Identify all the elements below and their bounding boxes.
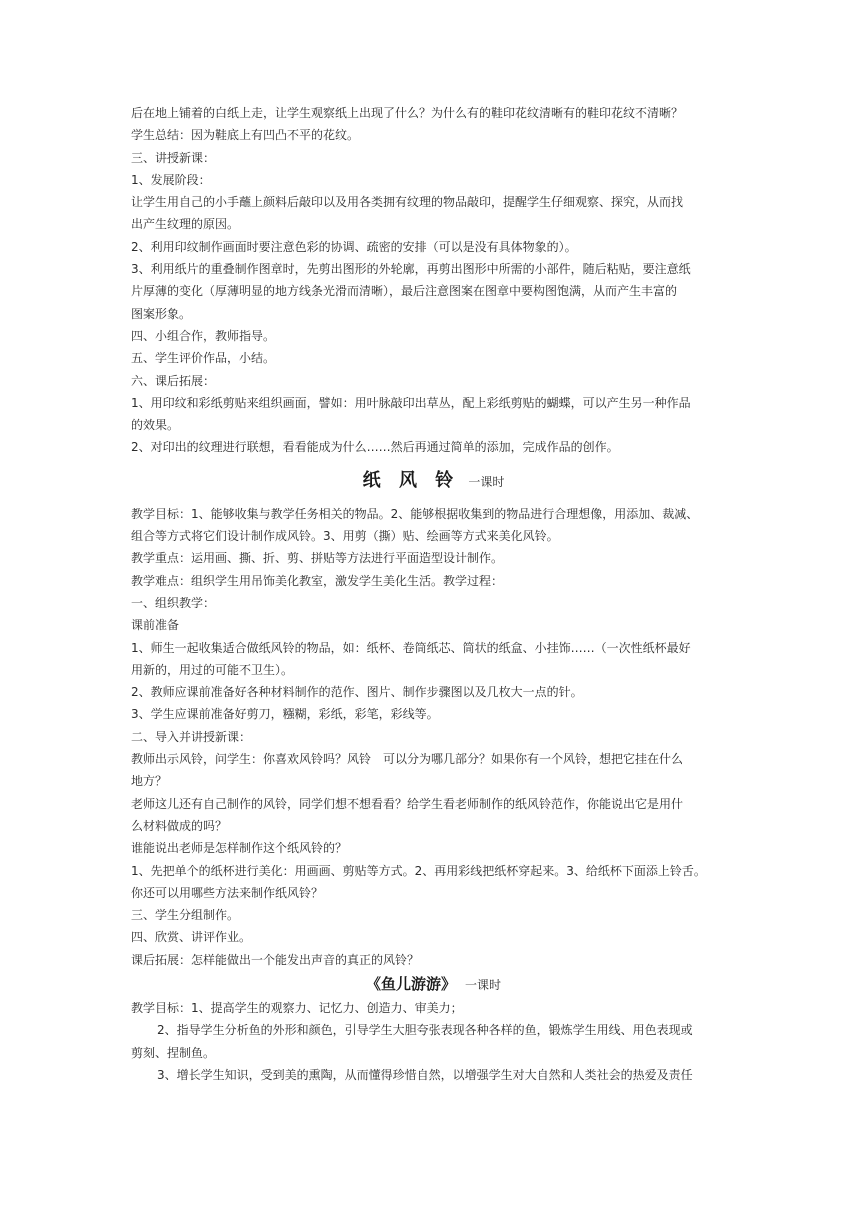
text-line: 1、发展阶段：: [131, 172, 211, 187]
document-page: [131, 102, 736, 1086]
text-line: 五、学生评价作品，小结。: [131, 351, 276, 366]
text-line: 2、利用印纹制作画面时要注意色彩的协调、疏密的安排（可以是没有具体物象的）。: [131, 239, 577, 254]
text-line: 课前准备: [131, 618, 180, 633]
text-line: 2、教师应课前准备好各种材料制作的范作、图片、制作步骤图以及几枚大一点的针。: [131, 685, 583, 700]
text-line: 剪刻、捏制鱼。: [131, 1045, 216, 1060]
text-line: 你还可以用哪些方法来制作纸风铃？: [131, 885, 324, 900]
text-line: 教师出示风铃，问学生：你喜欢风铃吗？风铃 可以分为哪几部分？如果你有一个风铃，想把它挂在什么: [131, 752, 684, 767]
text-line: 四、小组合作，教师指导。: [131, 328, 276, 343]
lesson-title: 纸 风 铃: [362, 469, 460, 491]
text-line: 老师这儿还有自己制作的风铃，同学们想不想看看？给学生看老师制作的纸风铃范作，你能说出它是用什: [131, 796, 684, 811]
text-line: 出产生纹理的原因。: [131, 217, 240, 232]
text-line: 三、讲授新课：: [131, 150, 216, 165]
text-line: 图案形象。: [131, 306, 192, 321]
text-line: 3、利用纸片的重叠制作图章时，先剪出图形的外轮廓，再剪出图形中所需的小部件，随后粘贴，要注意纸: [131, 262, 691, 277]
text-line: 六、课后拓展：: [131, 373, 216, 388]
text-line: 么材料做成的吗？: [131, 818, 228, 833]
text-line: 地方？: [131, 774, 168, 789]
text-line: 组合等方式将它们设计制作成风铃。3、用剪（撕）贴、绘画等方式来美化风铃。: [131, 529, 559, 544]
lesson-title: 《鱼儿游游》: [365, 974, 456, 993]
lesson-title-row: [131, 463, 736, 499]
text-line: 四、欣赏、讲评作业。: [131, 930, 252, 945]
text-line: 2、对印出的纹理进行联想，看看能成为什么……然后再通过简单的添加，完成作品的创作。: [131, 440, 619, 455]
text-line: 1、先把单个的纸杯进行美化：用画画、剪贴等方式。2、再用彩线把纸杯穿起来。3、给纸杯下面添上铃舌。: [131, 863, 706, 878]
text-line: 教学重点：运用画、撕、折、剪、拼贴等方法进行平面造型设计制作。: [131, 551, 504, 566]
section-fish-swim: [131, 997, 736, 1086]
section-paper-windchime: [131, 503, 736, 971]
text-line: 用新的，用过的可能不卫生）。: [131, 662, 294, 677]
text-line: 教学目标：1、能够收集与教学任务相关的物品。2、能够根据收集到的物品进行合理想像，用添加、裁减、: [131, 506, 699, 521]
text-line: 的效果。: [131, 418, 180, 433]
text-line: 教学目标：1、提高学生的观察力、记忆力、创造力、审美力；: [131, 1000, 463, 1015]
text-line: 1、用印纹和彩纸剪贴来组织画面，譬如：用叶脉敲印出草丛，配上彩纸剪贴的蝴蝶，可以产生另一种作品: [131, 395, 691, 410]
text-line: 一、组织教学：: [131, 595, 216, 610]
lesson-title-row: [131, 971, 736, 997]
text-line: 二、导入并讲授新课：: [131, 729, 252, 744]
text-line: 后在地上铺着的白纸上走，让学生观察纸上出现了什么？为什么有的鞋印花纹清晰有的鞋印花纹不清晰？: [131, 106, 684, 120]
text-line: 谁能说出老师是怎样制作这个纸风铃的？: [131, 841, 348, 856]
lesson-duration: 一课时: [468, 474, 505, 489]
text-line: 2、指导学生分析鱼的外形和颜色，引导学生大胆夸张表现各种各样的鱼，锻炼学生用线、用色表现或: [157, 1023, 693, 1038]
lesson-duration: 一课时: [465, 977, 502, 992]
text-line: 1、师生一起收集适合做纸风铃的物品，如：纸杯、卷筒纸芯、筒状的纸盒、小挂饰……（一次性纸杯最好: [131, 640, 691, 655]
text-line: 片厚薄的变化（厚薄明显的地方线条光滑而清晰），最后注意图案在图章中要构图饱满，从而产生丰富的: [131, 284, 678, 299]
text-line: 课后拓展：怎样能做出一个能发出声音的真正的风铃？: [131, 952, 420, 967]
text-line: 教学难点：组织学生用吊饰美化教室，激发学生美化生活。教学过程：: [131, 573, 504, 588]
text-line: 让学生用自己的小手蘸上颜料后敲印以及用各类拥有纹理的物品敲印，提醒学生仔细观察、探究，从而找: [131, 195, 684, 210]
text-line: 3、学生应课前准备好剪刀，糨糊，彩纸，彩笔，彩线等。: [131, 707, 439, 722]
text-line: 3、增长学生知识，受到美的熏陶，从而懂得珍惜自然，以增强学生对大自然和人类社会的热爱及责任: [157, 1067, 693, 1082]
section-prints-lesson: [131, 102, 736, 459]
text-line: 三、学生分组制作。: [131, 908, 240, 923]
text-line: 学生总结：因为鞋底上有凹凸不平的花纹。: [131, 128, 360, 143]
